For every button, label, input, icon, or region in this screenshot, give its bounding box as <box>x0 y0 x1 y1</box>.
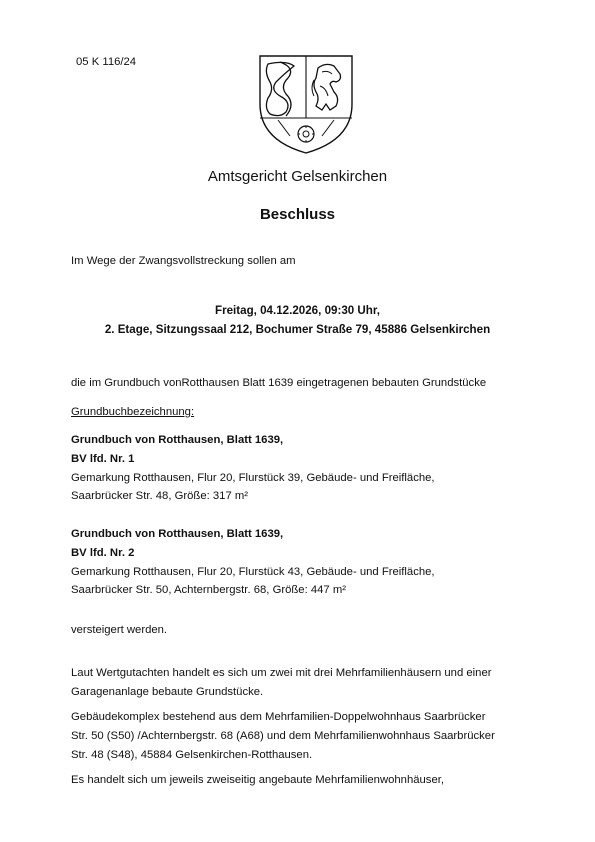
document-type: Beschluss <box>259 206 336 223</box>
paragraph-3-line-1: Es handelt sich um jeweils zweiseitig angebaute Mehrfamilienwohnhäuser, <box>71 774 445 786</box>
case-number: 05 K 116/24 <box>76 56 137 68</box>
entry-1-title: Grundbuch von Rotthausen, Blatt 1639, <box>71 434 284 446</box>
paragraph-1-line-2: Garagenanlage bebaute Grundstücke. <box>71 686 264 698</box>
paragraph-2-line-2: Str. 50 (S50) /Achternbergstr. 68 (A68) und dem Mehrfamilienwohnhaus Saarbrücker <box>71 730 495 742</box>
paragraph-2-line-1: Gebäudekomplex bestehend aus dem Mehrfamilien-Doppelwohnhaus Saarbrücker <box>71 711 486 723</box>
court-name: Amtsgericht Gelsenkirchen <box>207 168 388 185</box>
appointment-date: Freitag, 04.12.2026, 09:30 Uhr, <box>215 304 380 317</box>
appointment-location: 2. Etage, Sitzungssaal 212, Bochumer Straße 79, 45886 Gelsenkirchen <box>104 323 491 336</box>
entry-2-line1: Gemarkung Rotthausen, Flur 20, Flurstück 43, Gebäude- und Freifläche, <box>71 566 435 578</box>
paragraph-1-line-1: Laut Wertgutachten handelt es sich um zwei mit drei Mehrfamilienhäusern und einer <box>71 667 492 679</box>
entry-2-title: Grundbuch von Rotthausen, Blatt 1639, <box>71 528 284 540</box>
entry-2-line2: Saarbrücker Str. 50, Achternbergstr. 68, Größe: 447 m² <box>71 584 347 596</box>
entry-1-bv: BV lfd. Nr. 1 <box>71 453 135 465</box>
entry-2-bv: BV lfd. Nr. 2 <box>71 547 135 559</box>
coat-of-arms-icon <box>256 52 356 156</box>
grundbuch-heading: Grundbuchbezeichnung: <box>71 406 195 418</box>
entry-1-line1: Gemarkung Rotthausen, Flur 20, Flurstück 39, Gebäude- und Freifläche, <box>71 472 435 484</box>
paragraph-2-line-3: Str. 48 (S48), 45884 Gelsenkirchen-Rotthausen. <box>71 749 313 761</box>
intro-text: Im Wege der Zwangsvollstreckung sollen am <box>71 255 296 267</box>
auction-note: versteigert werden. <box>71 624 168 636</box>
entry-1-line2: Saarbrücker Str. 48, Größe: 317 m² <box>71 490 249 502</box>
property-intro: die im Grundbuch vonRotthausen Blatt 1639 eingetragenen bebauten Grundstücke <box>71 377 487 389</box>
